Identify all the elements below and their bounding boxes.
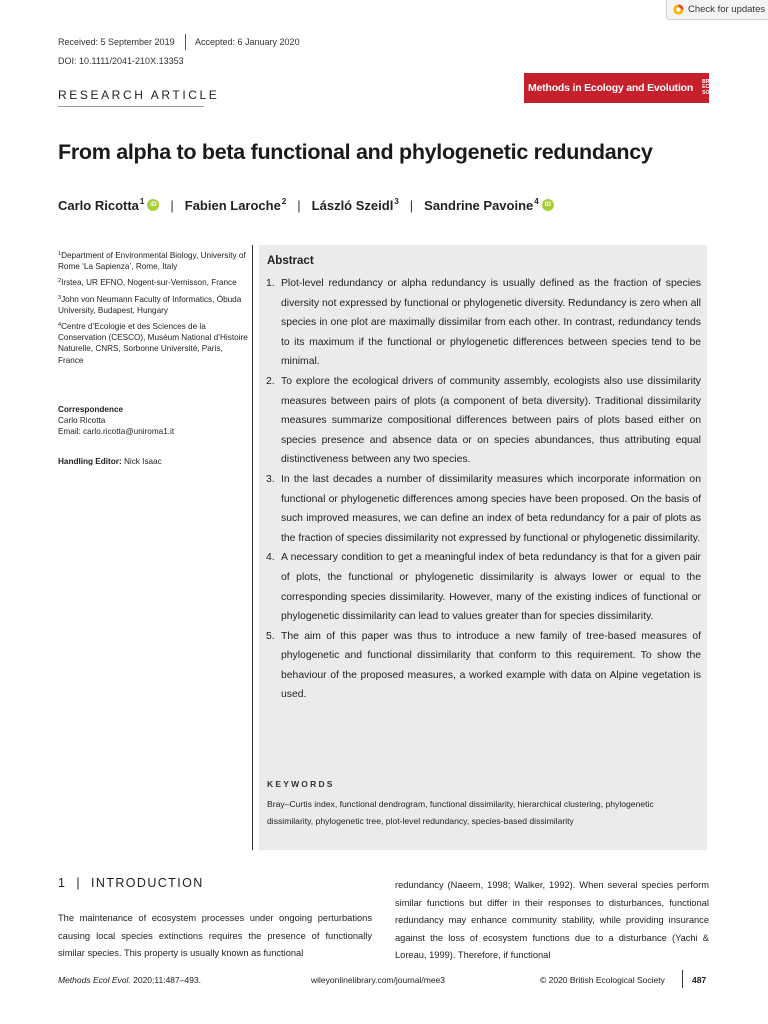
footer-copyright: © 2020 British Ecological Society [540, 975, 665, 985]
footer-citation: Methods Ecol Evol. 2020;11:487–493. [58, 975, 202, 985]
page-number: 487 [692, 975, 707, 985]
orcid-icon[interactable]: iD [542, 199, 554, 211]
affiliations [58, 249, 248, 370]
author-name[interactable]: Carlo Ricotta$^1$ [58, 197, 145, 213]
journal-logo[interactable] [524, 73, 736, 103]
footer-url[interactable]: wileyonlinelibrary.com/journal/mee3 [311, 975, 446, 985]
handling-editor [58, 456, 248, 467]
abstract-heading: Abstract [267, 255, 314, 267]
correspondence-name: Carlo Ricotta [58, 416, 106, 426]
abstract-list [266, 274, 701, 705]
section-heading [58, 876, 204, 890]
abstract-item: 3. In the last decades a number of dissimilarity measures which incorporate information on functional or phylogenetic differences among species have been proposed. On the basis of such improved measures, we can define an index of beta redundancy for a pair of plots as the fraction of species dissimilarity not expressed by functional or phylogenetic dissimilarity. [266, 473, 701, 544]
handling-editor-label: Handling Editor: [58, 457, 122, 466]
accepted-date: Accepted: 6 January 2020 [195, 37, 300, 47]
handling-editor-name: Nick Isaac [123, 457, 162, 466]
author-divider: | [170, 197, 174, 213]
author-list [58, 197, 554, 213]
section-number: 1 [58, 876, 67, 890]
author-divider: | [409, 197, 414, 213]
abstract-item: 2. To explore the ecological drivers of community assembly, ecologists also use dissimilarity measures between pairs of plots (a component of beta diversity). Traditional dissimilarity measures summarize compositional differences between pairs of plots based either on species presence and absence data or on species abundances, thus attributing equal distinctiveness between any two species. [266, 375, 701, 466]
affiliation: $^3$John von Neumann Faculty of Informatics, Óbuda University, Budapest, Hungary [58, 294, 242, 315]
author-name[interactable]: Sandrine Pavoine$^4$ [424, 197, 539, 213]
check-for-updates-button[interactable] [666, 0, 768, 20]
orcid-icon[interactable]: iD [147, 199, 159, 211]
author-name[interactable]: Fabien Laroche$^2$ [184, 197, 287, 213]
article-title: From alpha to beta functional and phylogenetic redundancy [58, 140, 653, 164]
footer-divider [682, 970, 683, 988]
abstract-item: 4. A necessary condition to get a meaningful index of beta redundancy is that for a given pair of plots, the functional or phylogenetic dissimilarity is always lower or equal to the corresponding species dissimilarity. However, many of the existing indices of functional or phylogenetic dissimilarity can lead to values greater than for species dissimilarity. [266, 552, 701, 623]
affiliation: $^2$Irstea, UR EFNO, Nogent-sur-Vernisson, France [58, 278, 237, 288]
affiliation: $^1$Department of Environmental Biology, University of Rome ‘La Sapienza’, Rome, Italy [58, 251, 246, 272]
abstract-item: 1. Plot-level redundancy or alpha redundancy is usually defined as the fraction of species diversity not expressed by functional or phylogenetic diversity. Redundancy is zero when all species in one plot are maximally dissimilar from each other. In contrast, redundancy tends to its maximum if the functional or phylogenetic differences between species tend to be minimal. [266, 278, 701, 368]
check-updates-label: Check for updates [688, 4, 766, 15]
article-type-label: RESEARCH ARTICLE [58, 88, 220, 102]
journal-name: Methods in Ecology and Evolution [528, 82, 694, 94]
society-name: BRITISH ECOLOGICAL SOCIETY [702, 78, 736, 96]
section-title: INTRODUCTION [91, 876, 204, 890]
body-text-right: redundancy (Naeem, 1998; Walker, 1992). When several species perform similar functions but differ in their responses to disturbances, functional redundancy may enhance community stability, while providing insurance against the loss of ecosystem functions due to a disturbance (Yachi & Loreau, 1999). Therefore, if functional [395, 880, 709, 960]
keywords-text: Bray–Curtis index, functional dendrogram, functional dissimilarity, hierarchical clustering, phylogenetic dissimilarity, phylogenetic tree, plot-level redundancy, species-based dissimilarity [267, 799, 654, 826]
keywords-heading: KEYWORDS [267, 779, 335, 789]
check-updates-icon [673, 4, 684, 15]
affiliation: $^4$Centre d’Ecologie et des Sciences de la Conservation (CESCO), Muséum National d’Histoire Naturelle, CNRS, Sorbonne Université, Paris, France [58, 322, 248, 365]
section-divider: | [76, 876, 82, 890]
author-divider: | [297, 197, 301, 213]
article-type-rule [58, 106, 204, 107]
date-divider [185, 34, 186, 50]
abstract-item: 5. The aim of this paper was thus to introduce a new family of tree-based measures of phylogenetic and functional dissimilarity that conform to this requirement. To show the behaviour of the proposed measures, a worked example with data on Alpine vegetation is used. [266, 630, 701, 701]
correspondence-heading: Correspondence [58, 405, 124, 414]
correspondence-email[interactable]: Email: carlo.ricotta@uniroma1.it [58, 427, 175, 437]
received-date: Received: 5 September 2019 [58, 37, 175, 47]
body-text-left: The maintenance of ecosystem processes under ongoing perturbations causing local species extinctions requires the presence of functionally similar species. This property is usually known as functional [58, 913, 372, 958]
author-name[interactable]: László Szeidl$^3$ [311, 197, 399, 213]
doi[interactable]: DOI: 10.1111/2041-210X.13353 [58, 56, 184, 66]
correspondence [58, 404, 248, 438]
abstract-rule [252, 245, 253, 850]
